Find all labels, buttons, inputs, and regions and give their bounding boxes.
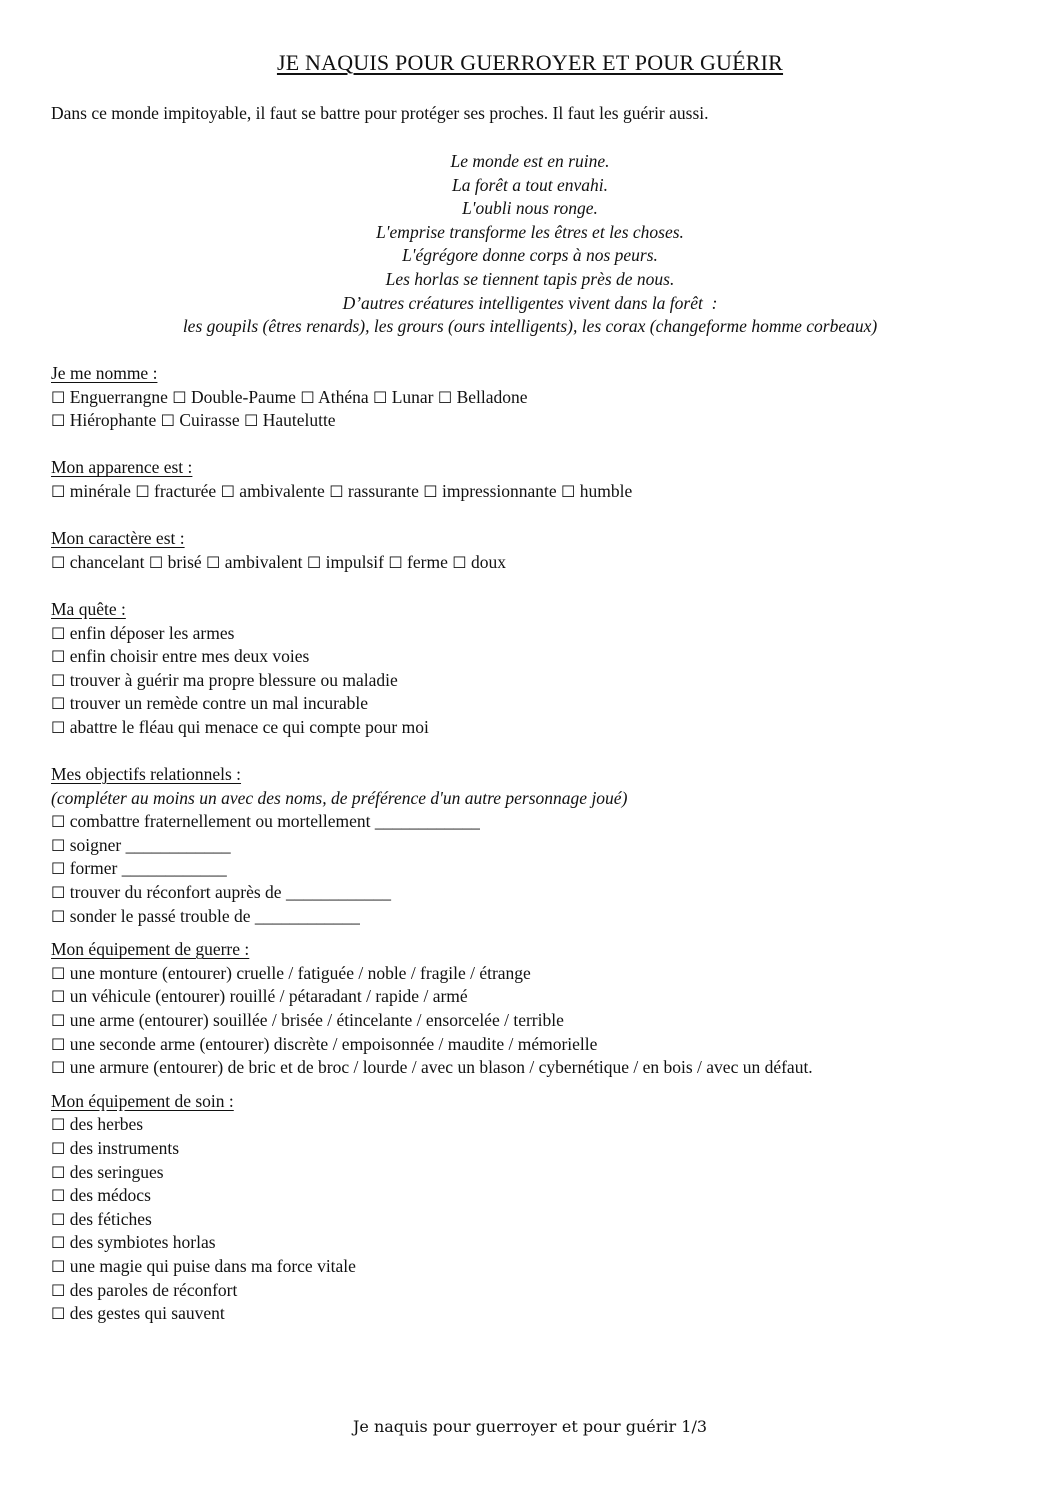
checkbox-icon[interactable]: ☐ [373, 387, 388, 407]
checkbox-icon[interactable]: ☐ [51, 411, 66, 431]
checkbox-icon[interactable]: ☐ [300, 387, 315, 407]
checkbox-icon[interactable]: ☐ [206, 552, 221, 572]
option-checkbox[interactable] [51, 1280, 237, 1300]
checkbox-icon[interactable]: ☐ [388, 552, 403, 572]
list-item[interactable] [51, 962, 1011, 986]
checkbox-icon[interactable]: ☐ [51, 835, 66, 855]
option-label: un véhicule (entourer) rouillé / pétaradant / rapide / armé [65, 986, 468, 1007]
checkbox-icon[interactable]: ☐ [51, 1011, 66, 1031]
page-title: JE NAQUIS POUR GUERROYER ET POUR GUÉRIR [276, 50, 784, 75]
option-label: trouver du réconfort auprès de ____________ [65, 882, 391, 903]
poem-line: Les horlas se tiennent tapis près de nous. [385, 268, 675, 289]
option-checkbox[interactable] [388, 552, 448, 572]
list-item[interactable] [51, 1184, 1011, 1208]
option-label: minérale [65, 480, 131, 501]
list-item[interactable] [51, 669, 1011, 693]
option-checkbox[interactable] [51, 410, 156, 430]
checkbox-icon[interactable]: ☐ [243, 411, 259, 431]
option-label: des herbes [65, 1114, 144, 1135]
option-label: Hiérophante [65, 410, 157, 431]
option-label: sonder le passé trouble de ____________ [65, 905, 360, 926]
checkbox-icon[interactable]: ☐ [51, 552, 66, 572]
option-checkbox[interactable] [51, 481, 131, 501]
option-label: enfin choisir entre mes deux voies [65, 646, 310, 667]
list-item[interactable] [51, 881, 1011, 905]
list-item[interactable] [51, 1255, 1011, 1279]
option-checkbox[interactable] [51, 1138, 179, 1158]
option-label: ambivalent [220, 551, 303, 572]
page-footer: Je naquis pour guerroyer et pour guérir 1/3 [352, 1417, 708, 1436]
checkbox-icon[interactable]: ☐ [51, 647, 66, 667]
poem-line: L'emprise transforme les êtres et les choses. [376, 221, 684, 242]
option-label: Belladone [452, 386, 528, 407]
option-label: une arme (entourer) souillée / brisée / étincelante / ensorcelée / terrible [65, 1010, 564, 1031]
list-item[interactable] [51, 716, 1011, 740]
option-checkbox[interactable] [51, 1057, 813, 1077]
option-checkbox[interactable] [300, 387, 368, 407]
checkbox-icon[interactable]: ☐ [160, 411, 175, 431]
option-checkbox[interactable] [51, 811, 480, 831]
checkbox-icon[interactable]: ☐ [51, 481, 66, 501]
option-label: une monture (entourer) cruelle / fatiguée / noble / fragile / étrange [65, 962, 531, 983]
checkbox-icon[interactable]: ☐ [51, 1280, 66, 1300]
list-item[interactable] [51, 1231, 1011, 1255]
option-label: des gestes qui sauvent [65, 1303, 225, 1324]
list-item[interactable] [51, 985, 1011, 1009]
option-label: des paroles de réconfort [65, 1279, 238, 1300]
checkbox-icon[interactable]: ☐ [220, 481, 235, 501]
checkbox-icon[interactable]: ☐ [51, 812, 66, 832]
poem-block [0, 150, 1060, 339]
list-item[interactable] [51, 1056, 1011, 1080]
option-checkbox[interactable] [51, 1162, 164, 1182]
option-label: doux [466, 551, 506, 572]
option-label: des symbiotes horlas [65, 1232, 216, 1253]
list-item[interactable] [51, 1279, 1011, 1303]
poem-line: L'égrégore donne corps à nos peurs. [402, 245, 658, 266]
option-checkbox[interactable] [244, 410, 336, 430]
checkbox-icon[interactable]: ☐ [51, 987, 66, 1007]
checkbox-icon[interactable]: ☐ [51, 1115, 66, 1135]
option-checkbox[interactable] [51, 623, 234, 643]
option-label: une magie qui puise dans ma force vitale [65, 1255, 356, 1276]
section-quest [51, 598, 1011, 740]
option-checkbox[interactable] [51, 670, 398, 690]
option-checkbox[interactable] [51, 835, 231, 855]
section-appearance [51, 456, 1011, 503]
list-item[interactable] [51, 1113, 1011, 1137]
checkbox-icon[interactable]: ☐ [51, 963, 66, 983]
inline-options [51, 551, 1011, 575]
option-checkbox[interactable] [51, 986, 468, 1006]
checkbox-icon[interactable]: ☐ [306, 552, 322, 572]
checkbox-icon[interactable]: ☐ [172, 387, 187, 407]
section-title: Mon équipement de guerre : [51, 939, 250, 960]
checkbox-icon[interactable]: ☐ [51, 1186, 66, 1206]
list-item[interactable] [51, 645, 1011, 669]
option-checkbox[interactable] [51, 1303, 225, 1323]
option-label: ferme [402, 551, 448, 572]
option-label: brisé [163, 551, 202, 572]
checkbox-icon[interactable]: ☐ [329, 481, 344, 501]
poem-line: L'oubli nous ronge. [462, 198, 598, 219]
poem-line: La forêt a tout envahi. [451, 174, 609, 195]
option-checkbox[interactable] [51, 858, 227, 878]
checkbox-icon[interactable]: ☐ [51, 1256, 66, 1276]
checkbox-icon[interactable]: ☐ [51, 623, 66, 643]
option-label: rassurante [343, 480, 419, 501]
list-item[interactable] [51, 1137, 1011, 1161]
intro-paragraph: Dans ce monde impitoyable, il faut se battre pour protéger ses proches. Il faut les guérir aussi. [51, 103, 709, 123]
option-checkbox[interactable] [149, 552, 202, 572]
checkbox-icon[interactable]: ☐ [452, 552, 467, 572]
option-label: chancelant [65, 551, 145, 572]
list-item[interactable] [51, 810, 1011, 834]
list-item[interactable] [51, 1033, 1011, 1057]
section-title: Mon apparence est : [51, 457, 193, 478]
option-checkbox[interactable] [438, 387, 528, 407]
section-war-equipment [51, 938, 1011, 1080]
option-label: impressionnante [437, 480, 557, 501]
option-checkbox[interactable] [561, 481, 632, 501]
option-label: des fétiches [65, 1208, 152, 1229]
option-label: humble [575, 480, 633, 501]
option-checkbox[interactable] [51, 1034, 597, 1054]
section-name [51, 362, 1011, 433]
section-title: Mon caractère est : [51, 528, 185, 549]
section-relational-goals [51, 763, 1011, 928]
checkbox-icon[interactable]: ☐ [148, 552, 164, 572]
option-label: Enguerrangne [65, 386, 168, 407]
checkbox-icon[interactable]: ☐ [51, 1139, 66, 1158]
section-title: Mon équipement de soin : [51, 1090, 234, 1111]
option-label: Lunar [387, 386, 434, 407]
option-label: combattre fraternellement ou mortellement ____________ [65, 811, 480, 832]
option-checkbox[interactable] [51, 1209, 152, 1229]
inline-options [51, 386, 1011, 410]
list-item[interactable] [51, 1208, 1011, 1232]
checkbox-icon[interactable]: ☐ [51, 387, 66, 407]
checkbox-icon[interactable]: ☐ [51, 717, 66, 737]
option-checkbox[interactable] [329, 481, 419, 501]
option-label: abattre le fléau qui menace ce qui compte pour moi [65, 716, 429, 737]
checkbox-icon[interactable]: ☐ [51, 906, 66, 926]
option-checkbox[interactable] [51, 552, 145, 572]
checkbox-icon[interactable]: ☐ [51, 670, 66, 690]
option-checkbox[interactable] [221, 481, 325, 501]
list-item[interactable] [51, 622, 1011, 646]
poem-line: les goupils (êtres renards), les grours (ours intelligents), les corax (changeforme homme corbeaux) [182, 316, 878, 337]
checkbox-icon[interactable]: ☐ [51, 1162, 66, 1182]
checkbox-icon[interactable]: ☐ [135, 481, 150, 501]
list-item[interactable] [51, 1161, 1011, 1185]
section-title: Mes objectifs relationnels : [51, 764, 242, 785]
sheet-sections [51, 362, 1011, 1326]
checkbox-icon[interactable]: ☐ [437, 387, 453, 407]
option-checkbox[interactable] [51, 1185, 151, 1205]
list-item[interactable] [51, 1302, 1011, 1326]
inline-options [51, 409, 1011, 433]
option-checkbox[interactable] [307, 552, 384, 572]
option-label: fracturée [149, 480, 217, 501]
section-character [51, 527, 1011, 574]
option-label: des instruments [65, 1138, 180, 1158]
checkbox-icon[interactable]: ☐ [51, 1209, 66, 1229]
option-label: soigner ____________ [65, 834, 231, 855]
option-label: une seconde arme (entourer) discrète / empoisonnée / maudite / mémorielle [65, 1033, 598, 1054]
list-item[interactable] [51, 834, 1011, 858]
poem-line: D’autres créatures intelligentes vivent dans la forêt : [342, 292, 718, 313]
checkbox-icon[interactable]: ☐ [561, 481, 576, 501]
option-label: impulsif [321, 551, 384, 572]
list-item[interactable] [51, 692, 1011, 716]
option-checkbox[interactable] [135, 481, 216, 501]
section-note: (compléter au moins un avec des noms, de préférence d'un autre personnage joué) [51, 787, 628, 808]
option-label: trouver à guérir ma propre blessure ou maladie [65, 669, 398, 690]
checkbox-icon[interactable]: ☐ [51, 1304, 66, 1324]
option-checkbox[interactable] [161, 410, 240, 430]
option-label: former ____________ [65, 858, 227, 879]
option-checkbox[interactable] [51, 693, 368, 713]
option-label: Hautelutte [258, 410, 336, 431]
option-checkbox[interactable] [172, 387, 296, 407]
option-checkbox[interactable] [423, 481, 556, 501]
checkbox-icon[interactable]: ☐ [51, 883, 66, 903]
option-checkbox[interactable] [51, 1232, 216, 1252]
option-label: ambivalente [234, 480, 325, 501]
option-label: trouver un remède contre un mal incurable [65, 693, 369, 714]
checkbox-icon[interactable]: ☐ [423, 481, 438, 501]
option-checkbox[interactable] [51, 882, 391, 902]
option-checkbox[interactable] [51, 963, 531, 983]
checkbox-icon[interactable]: ☐ [51, 859, 66, 879]
poem-line: Le monde est en ruine. [450, 151, 610, 171]
checkbox-icon[interactable]: ☐ [51, 1034, 66, 1054]
option-checkbox[interactable] [51, 717, 429, 737]
option-checkbox[interactable] [206, 552, 302, 572]
inline-options [51, 480, 1011, 504]
option-label: des médocs [65, 1185, 151, 1206]
option-label: des seringues [65, 1161, 164, 1182]
option-label: Athéna [314, 386, 369, 407]
option-checkbox[interactable] [51, 1010, 564, 1030]
list-item[interactable] [51, 1009, 1011, 1033]
section-care-equipment [51, 1090, 1011, 1326]
list-item[interactable] [51, 905, 1011, 929]
option-label: Cuirasse [174, 410, 240, 431]
section-title: Je me nomme : [51, 363, 158, 383]
option-label: Double-Paume [186, 386, 296, 407]
list-item[interactable] [51, 857, 1011, 881]
section-title: Ma quête : [51, 598, 126, 619]
option-checkbox[interactable] [51, 1256, 356, 1276]
option-checkbox[interactable] [452, 552, 506, 572]
option-label: enfin déposer les armes [65, 622, 235, 643]
option-checkbox[interactable] [51, 387, 168, 407]
checkbox-icon[interactable]: ☐ [51, 694, 66, 714]
option-checkbox[interactable] [51, 646, 309, 666]
option-label: une armure (entourer) de bric et de broc / lourde / avec un blason / cybernétique / en bois / avec un défaut. [65, 1057, 813, 1078]
option-checkbox[interactable] [51, 1114, 143, 1134]
checkbox-icon[interactable]: ☐ [51, 1233, 66, 1253]
checkbox-icon[interactable]: ☐ [51, 1058, 66, 1078]
option-checkbox[interactable] [373, 387, 434, 407]
option-checkbox[interactable] [51, 906, 360, 926]
